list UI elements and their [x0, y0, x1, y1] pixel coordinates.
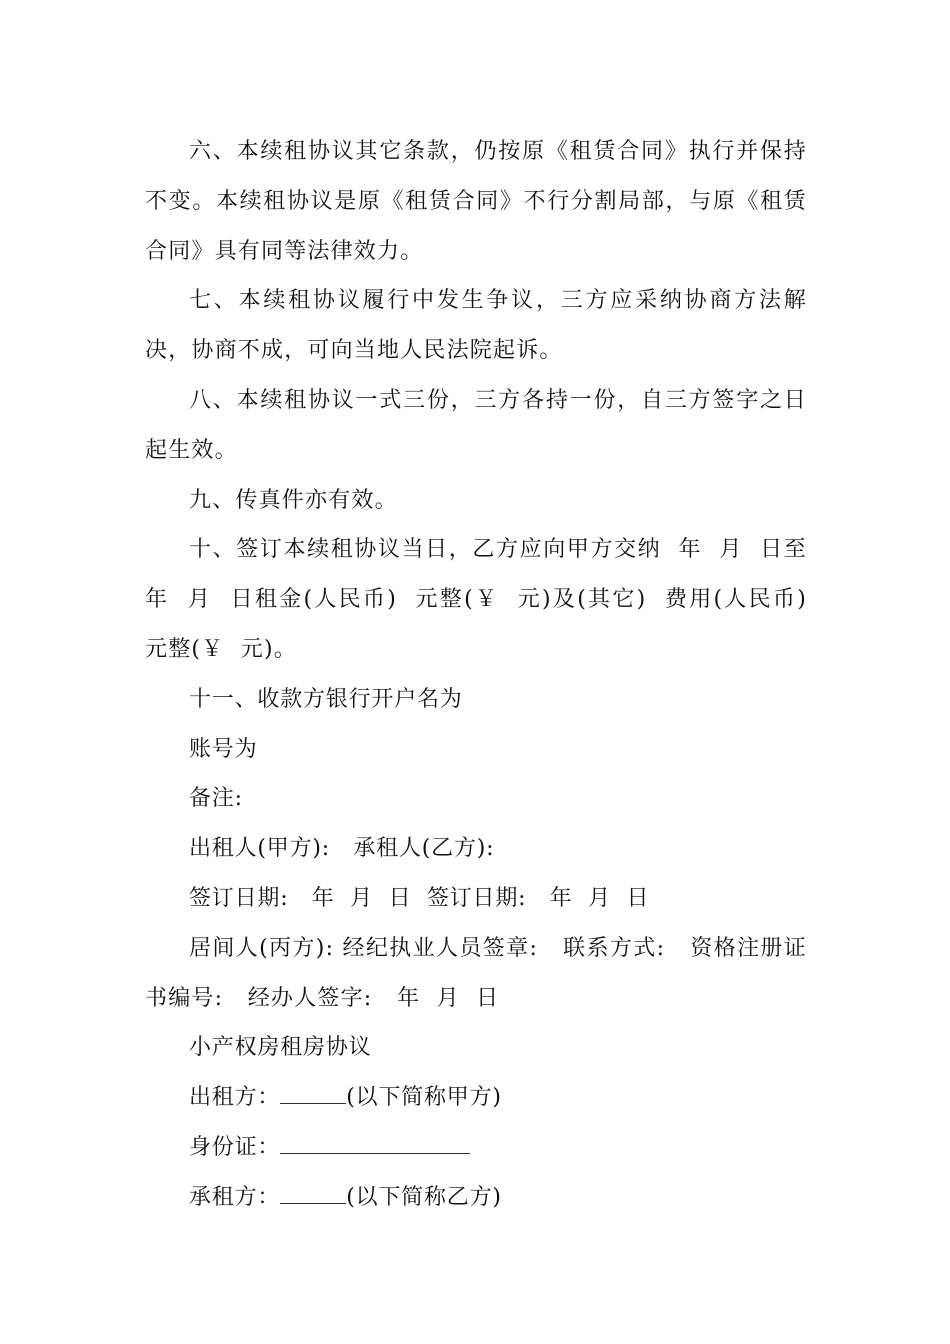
lessor-blank[interactable] — [280, 1085, 346, 1104]
clause-11: 十一、收款方银行开户名为 — [189, 686, 463, 712]
remark-line: 备注: — [189, 786, 243, 812]
clause-8: 八、本续租协议一式三份，三方各持一份，自三方签字之日起生效。 — [145, 387, 807, 463]
lessor-label: 出租方： — [189, 1085, 281, 1111]
lessee-suffix: (以下简称乙方) — [346, 1184, 502, 1210]
parties-line: 出租人(甲方): 承租人(乙方): — [189, 836, 495, 862]
id-label: 身份证： — [189, 1134, 281, 1160]
lessor-line — [145, 1073, 807, 1123]
id-line — [145, 1123, 807, 1173]
clause-10: 十、签订本续租协议当日，乙方应向甲方交纳 年 月 日至 年 月 日租金(人民币) 元整(￥ 元)及(其它) 费用(人民币) 元整(￥ 元)。 — [145, 537, 824, 662]
lessee-blank[interactable] — [280, 1185, 346, 1204]
document-page — [145, 127, 824, 1223]
lessee-line — [145, 1173, 807, 1223]
account-line: 账号为 — [189, 736, 258, 762]
lessor-suffix: (以下简称甲方) — [346, 1085, 502, 1111]
clause-6: 六、本续租协议其它条款，仍按原《租赁合同》执行并保持不变。本续租协议是原《租赁合同》不行分割局部，与原《租赁合同》具有同等法律效力。 — [145, 139, 807, 264]
intermediary-paragraph: 居间人(丙方): 经纪执业人员签章: 联系方式: 资格注册证书编号: 经办人签字: 年 月 日 — [145, 935, 807, 1011]
sign-dates-line: 签订日期: 年 月 日 签订日期: 年 月 日 — [189, 885, 650, 911]
lessee-label: 承租方： — [189, 1184, 281, 1210]
second-agreement-title: 小产权房租房协议 — [189, 1035, 372, 1061]
id-blank[interactable] — [280, 1135, 470, 1154]
clause-9: 九、传真件亦有效。 — [189, 487, 398, 513]
clause-7: 七、本续租协议履行中发生争议，三方应采纳协商方法解决，协商不成，可向当地人民法院起诉。 — [145, 288, 807, 364]
